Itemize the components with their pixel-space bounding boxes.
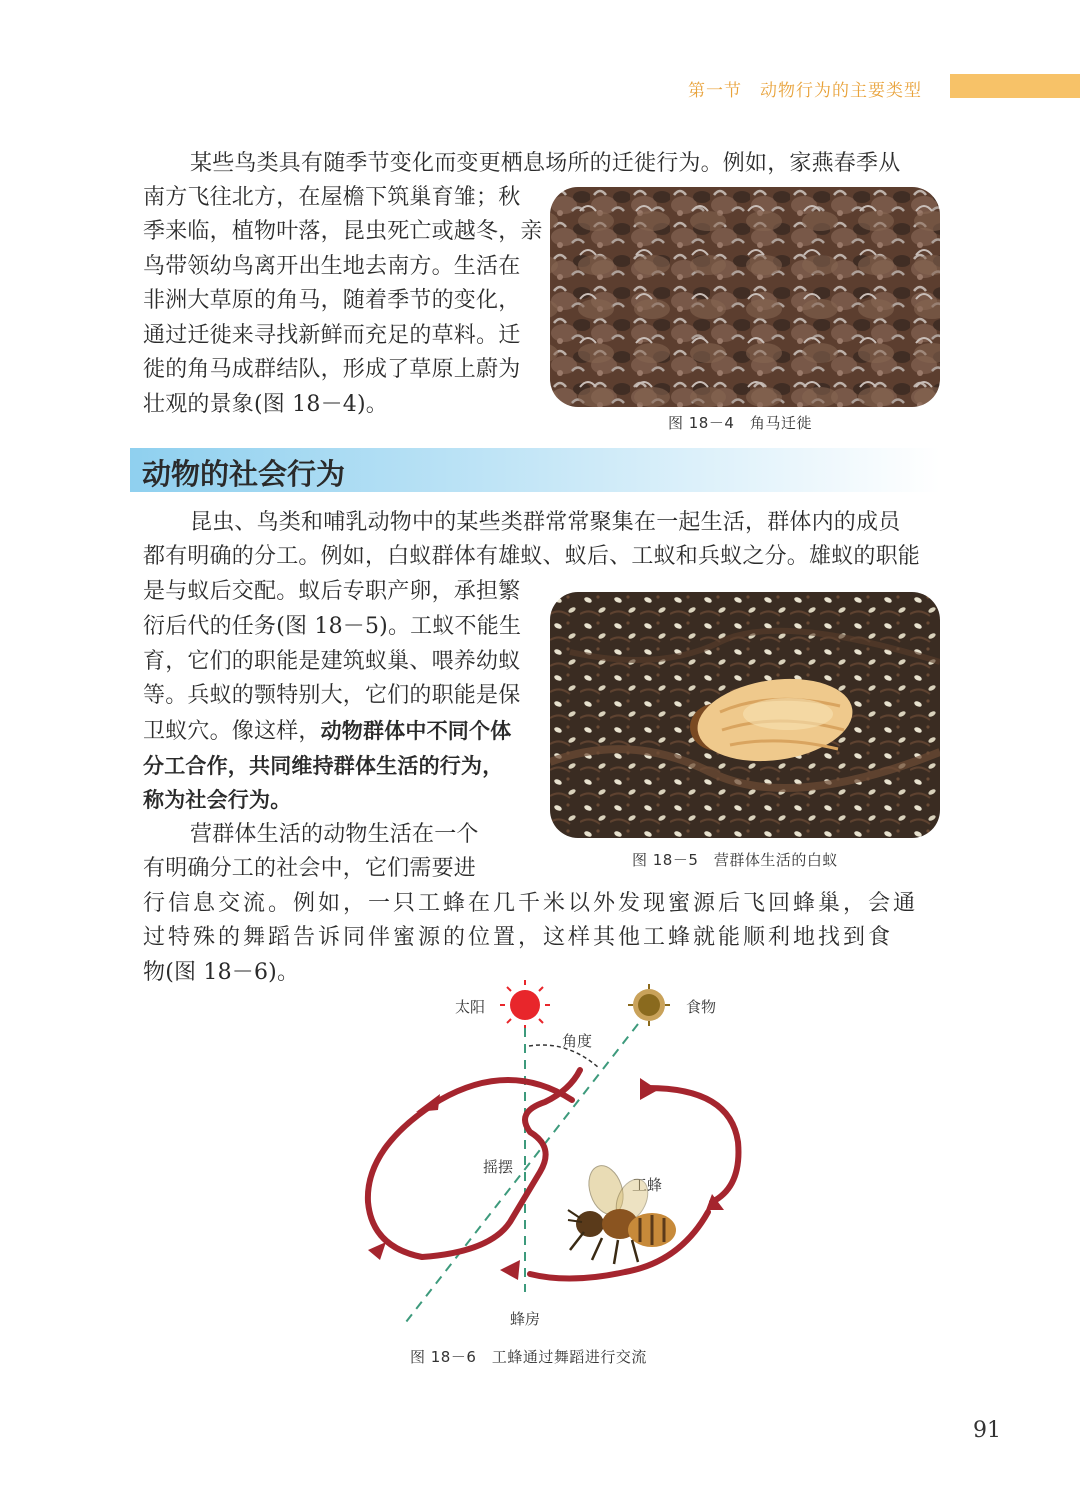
text-line	[143, 714, 511, 750]
text-line: 行信息交流。例如，一只工蜂在几千米以外发现蜜源后飞回蜂巢，会通	[143, 891, 919, 916]
dance-path	[368, 1070, 739, 1279]
text-line: 营群体生活的动物生活在一个	[190, 822, 479, 847]
sun-label: 太阳	[455, 998, 486, 1016]
text-span: 卫蚁穴。像这样，	[143, 719, 321, 744]
text-line: 是与蚁后交配。蚁后专职产卵，承担繁	[143, 579, 521, 604]
food-label: 食物	[686, 998, 717, 1016]
food-flower-icon	[628, 984, 670, 1026]
text-line: 都有明确的分工。例如，白蚁群体有雄蚁、蚁后、工蚁和兵蚁之分。雄蚁的职能	[143, 544, 921, 569]
text-line: 某些鸟类具有随季节变化而变更栖息场所的迁徙行为。例如，家燕春季从	[190, 151, 901, 176]
text-line: 育，它们的职能是建筑蚁巢、喂养幼蚁	[143, 649, 521, 674]
definition-text: 称为社会行为。	[143, 788, 292, 812]
page-number: 91	[973, 1418, 1001, 1443]
definition-text: 分工合作，共同维持群体生活的行为，	[143, 754, 504, 778]
termite-queen-photo	[550, 592, 940, 838]
text-line: 南方飞往北方，在屋檐下筑巢育雏；秋	[143, 185, 521, 210]
text-line: 通过迁徙来寻找新鲜而充足的草料。迁	[143, 323, 521, 348]
text-line: 昆虫、鸟类和哺乳动物中的某些类群常常聚集在一起生活，群体内的成员	[190, 510, 901, 535]
sun-icon	[500, 980, 550, 1030]
wildebeest-photo	[550, 187, 940, 407]
waggle-label: 摇摆	[483, 1158, 514, 1176]
figure-caption: 图 18－6 工蜂通过舞蹈进行交流	[410, 1348, 647, 1366]
section-heading: 动物的社会行为	[142, 457, 346, 491]
text-line: 衍后代的任务(图 18－5)。工蚁不能生	[143, 614, 522, 639]
figure-caption: 图 18－5 营群体生活的白蚁	[632, 851, 838, 869]
text-line: 季来临，植物叶落，昆虫死亡或越冬，亲	[143, 219, 543, 244]
text-line: 有明确分工的社会中，它们需要进	[143, 856, 477, 881]
header-band	[950, 74, 1080, 98]
direction-arrows	[368, 1078, 724, 1280]
worker-bee-label: 工蜂	[632, 1176, 663, 1194]
text-line: 等。兵蚁的颚特别大，它们的职能是保	[143, 683, 521, 708]
hive-label: 蜂房	[510, 1310, 541, 1328]
text-line: 非洲大草原的角马，随着季节的变化，	[143, 288, 521, 313]
text-line: 徙的角马成群结队，形成了草原上蔚为	[143, 357, 521, 382]
chapter-header: 第一节 动物行为的主要类型	[688, 81, 922, 101]
text-line: 物(图 18－6)。	[143, 960, 300, 985]
text-line: 过特殊的舞蹈告诉同伴蜜源的位置，这样其他工蜂就能顺利地找到食	[143, 925, 894, 950]
angle-label: 角度	[562, 1032, 593, 1050]
text-line: 鸟带领幼鸟离开出生地去南方。生活在	[143, 254, 521, 279]
figure-caption: 图 18－4 角马迁徙	[668, 414, 812, 432]
bee-dance-diagram	[340, 972, 760, 1342]
text-line: 壮观的景象(图 18－4)。	[143, 392, 388, 417]
definition-text: 动物群体中不同个体	[320, 719, 512, 743]
